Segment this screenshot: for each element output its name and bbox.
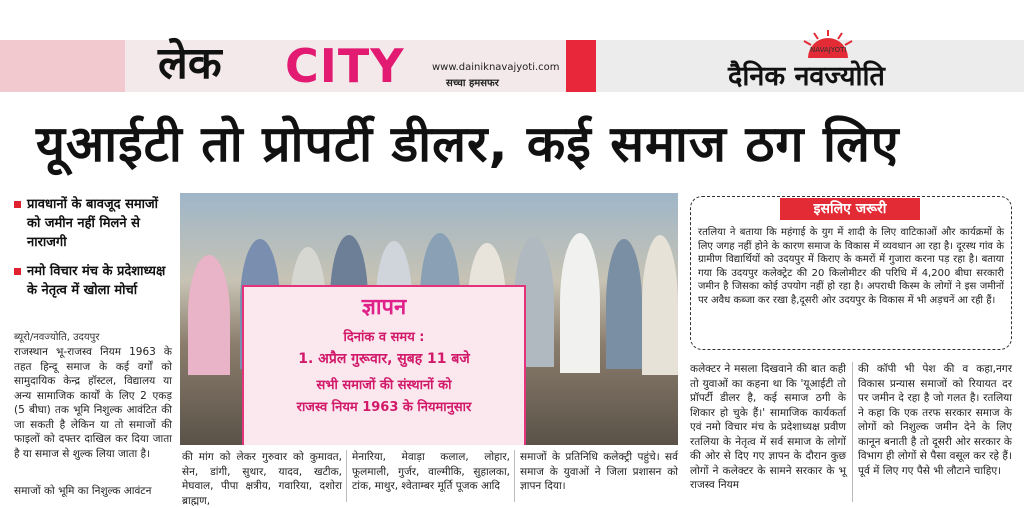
column-divider [346, 450, 347, 502]
banner-line: दिनांक व समय : [343, 330, 425, 345]
byline: ब्यूरो/नवज्योति, उदयपुर [14, 332, 100, 343]
banner-title: ज्ञापन [361, 295, 407, 320]
bullet-square-icon [14, 268, 21, 275]
section-title-city: CITY [285, 39, 405, 93]
banner-line: राजस्व नियम 1963 के नियमानुसार [296, 400, 472, 415]
highlight-item [14, 262, 174, 300]
masthead-red-block [566, 40, 596, 92]
bullet-square-icon [14, 201, 21, 208]
article-column-1-cont: समाजों को भूमि का निशुल्क आवंटन [14, 485, 152, 497]
article-column-3: मेनारिया, मेवाड़ा कलाल, लोहार, फूलमाली, गुर्जर, वाल्मीकि, सुहालका, टांक, माथुर, श्वेताम्बर मूर्ति पूजक आदि [352, 451, 510, 492]
headline: यूआईटी तो प्रोपर्टी डीलर, कई समाज ठग लिए [36, 115, 900, 173]
masthead-pink-block [0, 40, 125, 92]
brand-small-text: NAVAJYOTI [810, 46, 847, 54]
article-column-5: कलेक्टर ने मसला दिखवाने की बात कही तो युवाओं का कहना था कि 'यूआईटी तो प्रॉपर्टी डीलर है, कई समाज ठगी के शिकार हो चुके हैं।' सामाजिक कार्यकर्ता एवं नमो विचार मंच के प्रदेशाध्यक्ष प्रवीण रतलिया के नेतृत्व में सर्व समाज के लोगों की ओर से दिए गए ज्ञापन के दौरान कुछ लोगों ने कलेक्टर के सामने सरकार के भू राजस्व नियम [690, 363, 846, 491]
column-divider [514, 450, 515, 502]
highlight-text: प्रावधानों के बावजूद समाजों को जमीन नहीं मिलने से नाराजगी [27, 197, 159, 250]
section-title-lek: लेक [158, 38, 222, 89]
article-column-6: की कॉपी भी पेश की व कहा,नगर विकास प्रन्यास समाजों को रियायत दर पर जमीन दे रहा है जो गलत है। रतलिया ने कहा कि एक तरफ सरकार समाज के लोगों को निशुल्क जमीन देने के लिए कानून बनाती है तो दूसरी ओर सरकार के विभाग ही लोगों से पैसा वसूल कर रहे हैं। पूर्व में लिए गए पैसे भी लौटाने चाहिए। [858, 363, 1012, 477]
article-column-1: राजस्थान भू-राजस्व नियम 1963 के तहत हिन्दू समाज के कई वर्गों को सामुदायिक केन्द्र हॉस्टल, विद्यालय या अन्य सामाजिक कार्यों के लिए 2 एकड़ (5 बीघा) तक भूमि निशुल्क आवंटित की जा सकती है लेकिन या तो समाजों की फाइलों को दफ्तर दाखिल कर दिया जाता है या समाज से शुल्क लिया जाता है। [14, 346, 172, 460]
highlight-text: नमो विचार मंच के प्रदेशाध्यक्ष के नेतृत्व में खोला मोर्चा [27, 264, 166, 298]
column-divider [852, 362, 853, 502]
highlight-item [14, 195, 174, 252]
memorandum-banner [242, 285, 526, 445]
sidebar-box-text: रतलिया ने बताया कि महंगाई के युग में शादी के लिए वाटिकाओं और कार्यक्रमों के लिए जगह नहीं होने के कारण समाज के विकास में व्यवधान आ रहा है। दूरस्थ गांव के ग्रामीण विद्यार्थियों को उदयपुर में किराए के कमरों में गुजारा करना पड़ रहा है। बताया गया कि उदयपुर कलेक्ट्रेट की 20 किलोमीटर की परिधि में 4,200 बीघा सरकारी जमीन है जिसका कोई उपयोग नहीं हो रहा है। अपराधी किस्म के लोगों ने इस जमीनों पर अवैध कब्जा कर रखा है,दूसरी ओर उदयपुर के विकास में भी अड़चनें आ रही हैं। [698, 227, 1004, 306]
article-column-4: समाजों के प्रतिनिधि कलेक्ट्री पहुंचे। सर्व समाज के युवाओं ने जिला प्रशासन को ज्ञापन दिया। [520, 451, 678, 492]
highlights [14, 195, 174, 310]
article-column-2: की मांग को लेकर गुरुवार को कुमावत, सेन, डांगी, सुथार, यादव, खटीक, मेघवाल, पीपा क्षत्रीय, गवारिया, दशोरा ब्राह्मण, [182, 451, 342, 507]
tagline: सच्चा हमसफर [446, 78, 499, 89]
banner-line: सभी समाजों की संस्थानों को [316, 378, 452, 393]
news-photo [180, 193, 678, 445]
banner-line: 1. अप्रैल गुरूवार, सुबह 11 बजे [298, 351, 470, 367]
website-url: www.dainiknavajyoti.com [432, 62, 560, 73]
sidebar-box-heading: इसलिए जरूरी [780, 198, 920, 220]
newspaper-brand: दैनिक नवज्योति [728, 61, 885, 92]
